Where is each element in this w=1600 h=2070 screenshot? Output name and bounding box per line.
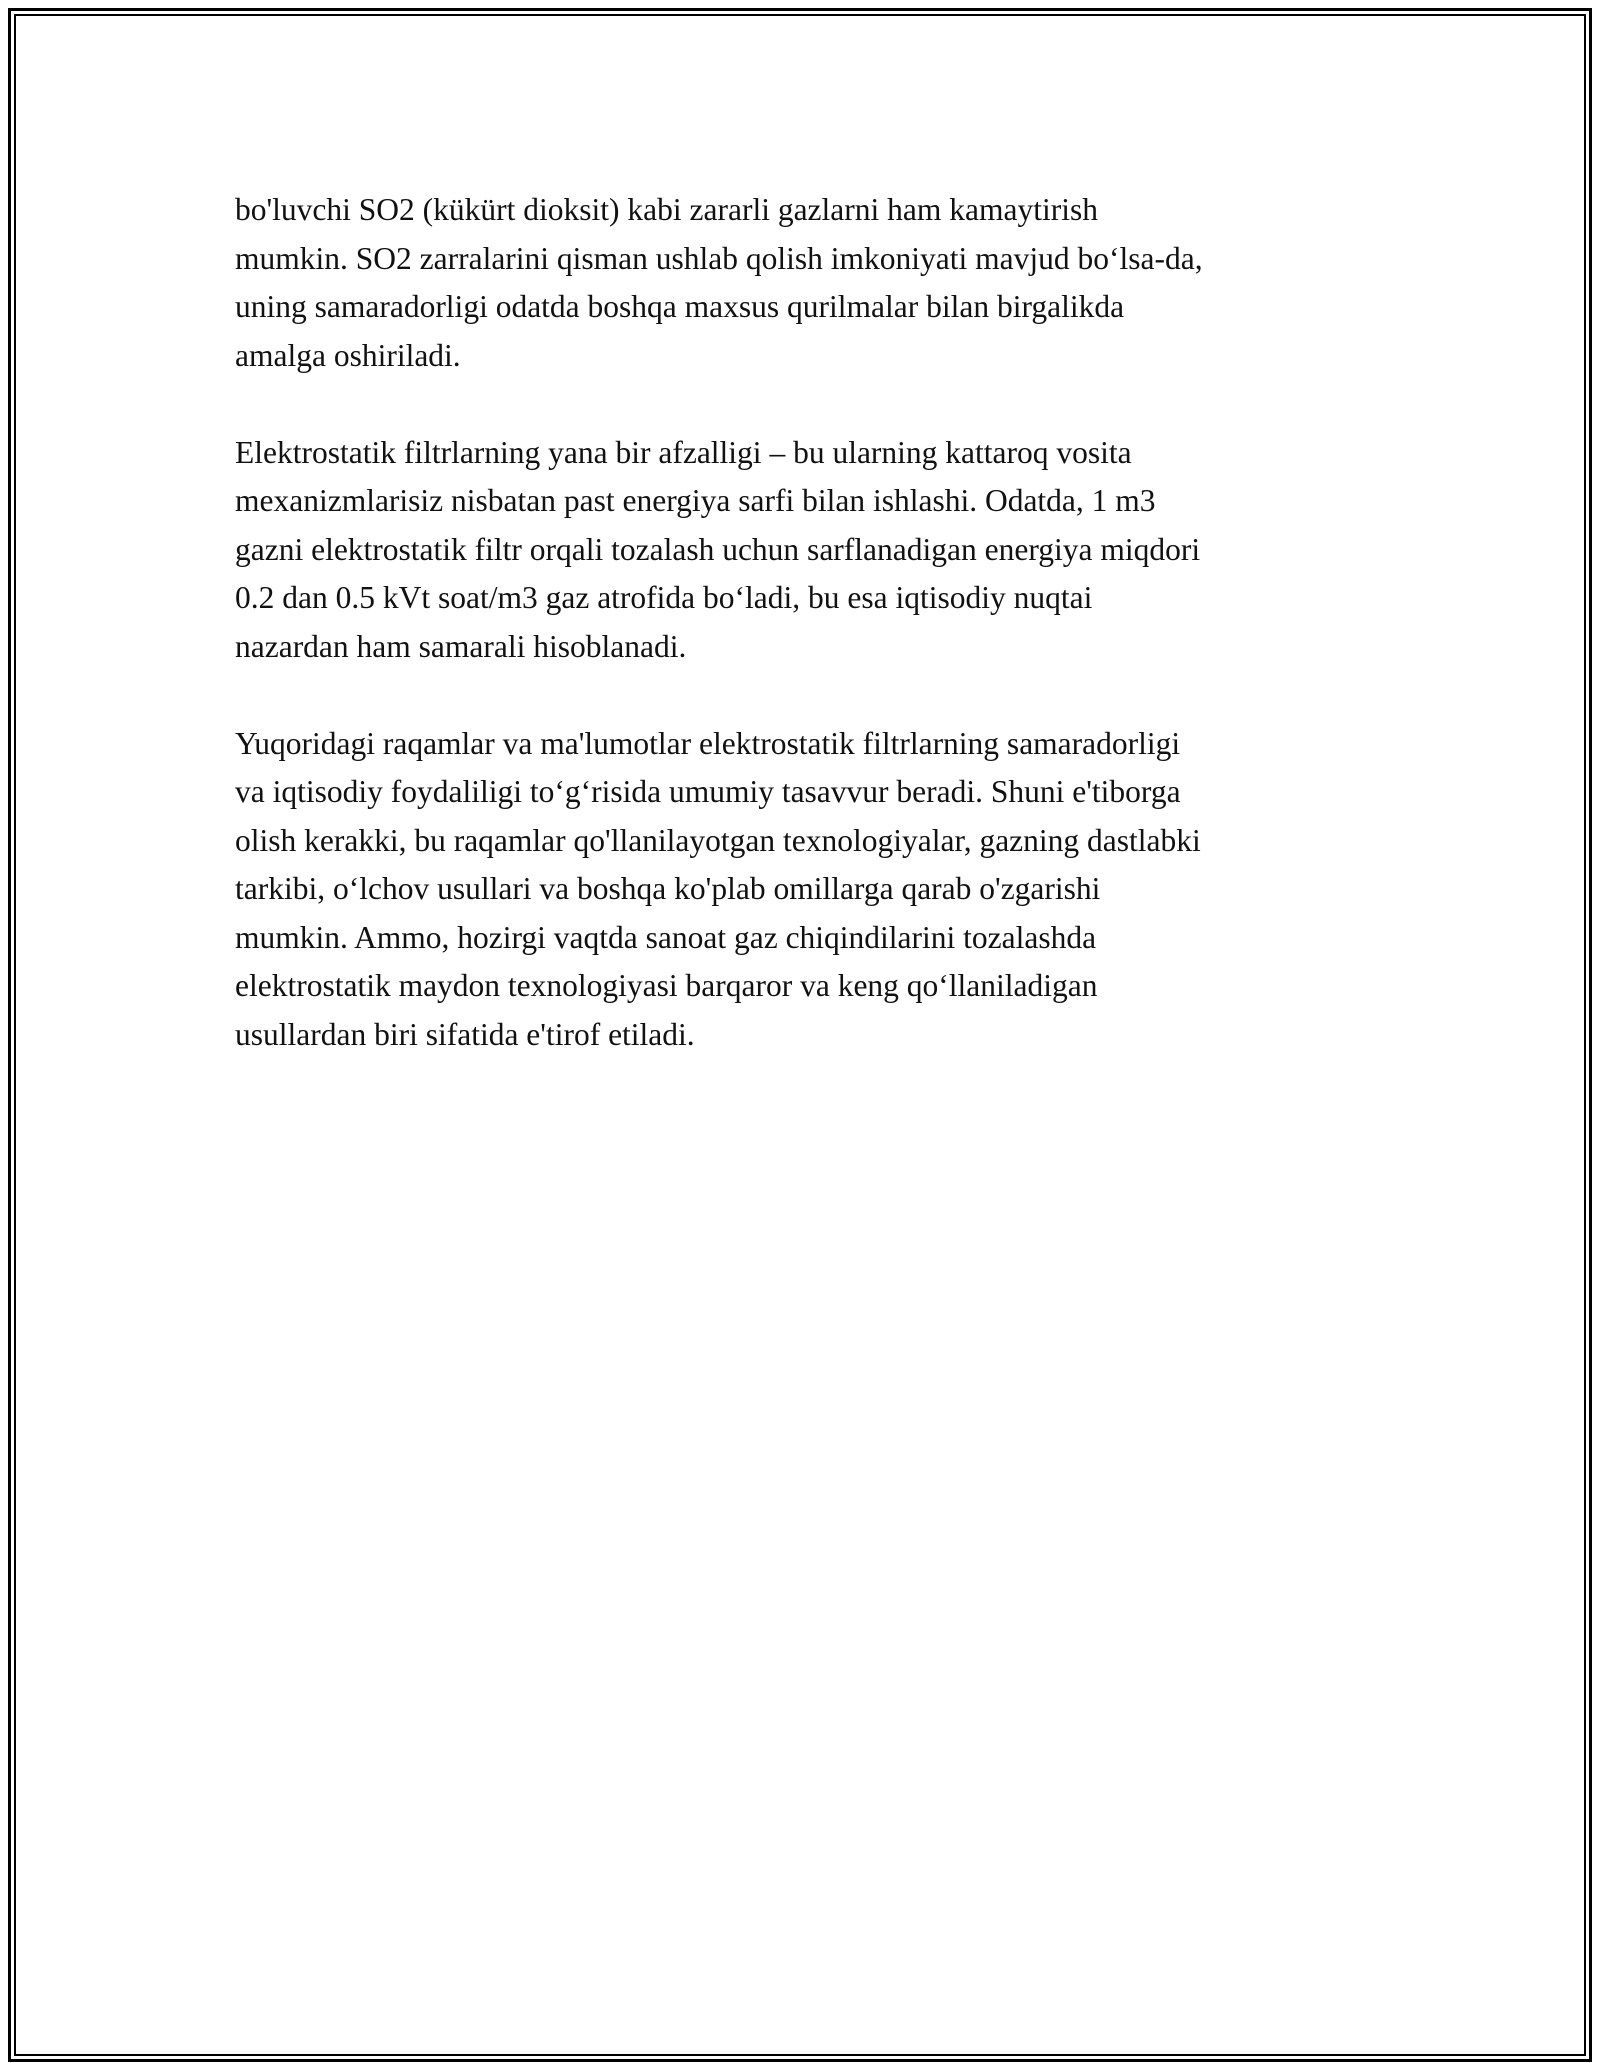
paragraph-2: [235, 429, 1375, 672]
text-line: 0.2 dan 0.5 kVt soat/m3 gaz atrofida bo‘ladi, bu esa iqtisodiy nuqtai: [235, 580, 1093, 615]
text-line: Elektrostatik filtrlarning yana bir afzalligi – bu ularning kattaroq vosita: [235, 434, 1132, 470]
text-line: olish kerakki, bu raqamlar qo'llanilayotgan texnologiyalar, gazning dastlabki: [235, 822, 1201, 858]
text-line: nazardan ham samarali hisoblanadi.: [235, 628, 687, 664]
text-line: elektrostatik maydon texnologiyasi barqaror va keng qo‘llaniladigan: [235, 968, 1098, 1003]
text-line: bo'luvchi SO2 (kükürt dioksit) kabi zararli gazlarni ham kamaytirish: [235, 192, 1098, 227]
text-line: uning samaradorligi odatda boshqa maxsus qurilmalar bilan birgalikda: [235, 289, 1125, 324]
paragraph-1: [235, 186, 1375, 380]
paragraph-3: [235, 720, 1375, 1060]
text-line: va iqtisodiy foydaliligi to‘g‘risida umumiy tasavvur beradi. Shuni e'tiborga: [235, 774, 1181, 809]
document-body: [235, 186, 1375, 1108]
text-line: gazni elektrostatik filtr orqali tozalash uchun sarflanadigan energiya miqdori: [235, 531, 1201, 567]
text-line: Yuqoridagi raqamlar va ma'lumotlar elektrostatik filtrlarning samaradorligi: [235, 725, 1181, 761]
text-line: mumkin. SO2 zarralarini qisman ushlab qolish imkoniyati mavjud bo‘lsa-da,: [235, 240, 1203, 276]
text-line: amalga oshiriladi.: [235, 337, 461, 373]
text-line: mumkin. Ammo, hozirgi vaqtda sanoat gaz chiqindilarini tozalashda: [235, 919, 1097, 955]
text-line: tarkibi, o‘lchov usullari va boshqa ko'plab omillarga qarab o'zgarishi: [235, 871, 1101, 906]
text-line: usullardan biri sifatida e'tirof etiladi.: [235, 1016, 695, 1052]
text-line: mexanizmlarisiz nisbatan past energiya sarfi bilan ishlashi. Odatda, 1 m3: [235, 483, 1156, 518]
